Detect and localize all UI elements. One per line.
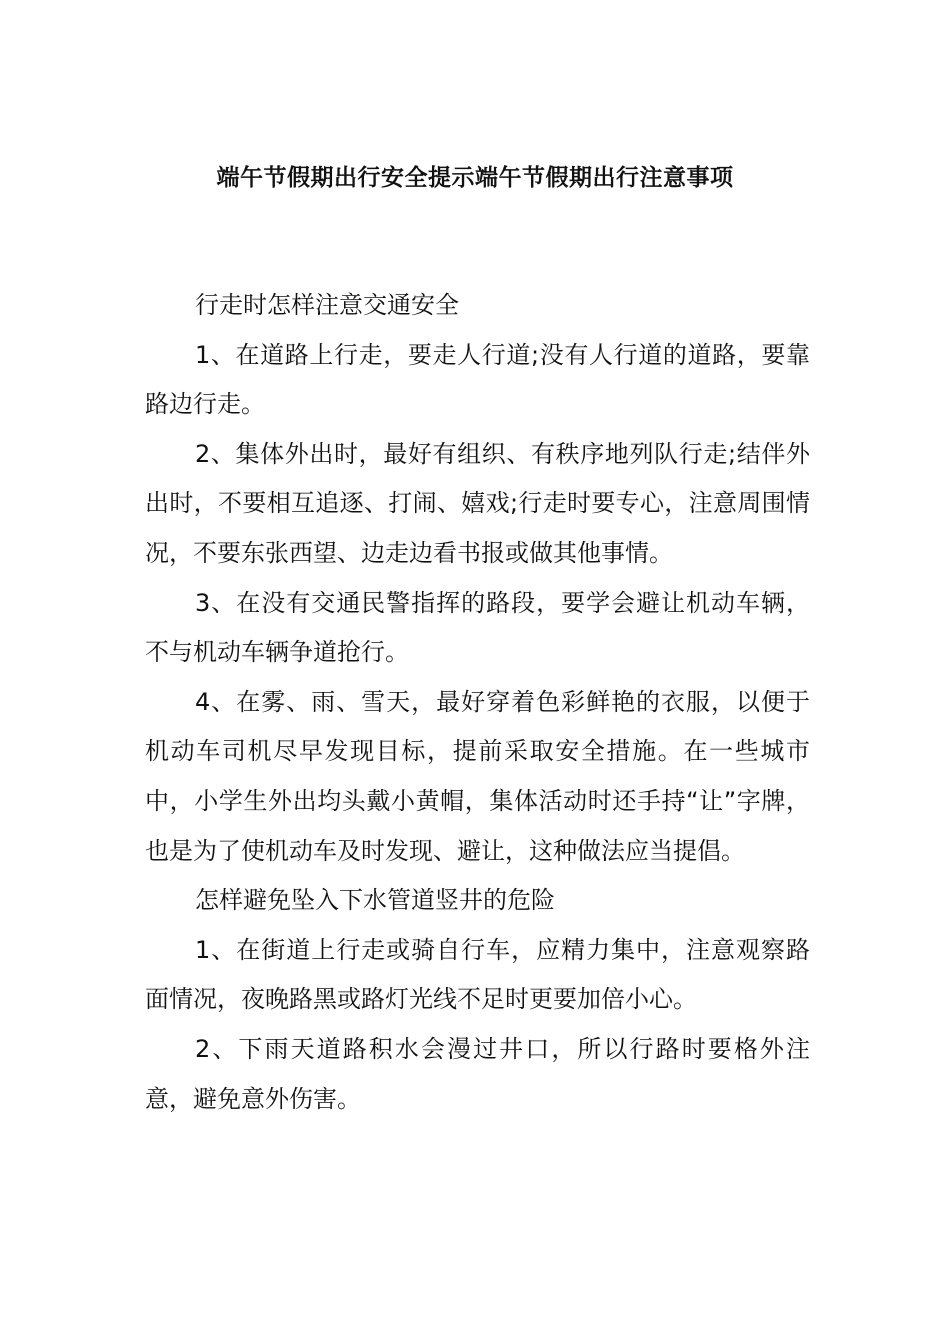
document-body xyxy=(145,281,810,1124)
document-title: 端午节假期出行安全提示端午节假期出行注意事项 xyxy=(216,165,734,191)
paragraph-walking-1: 1、在道路上行走，要走人行道;没有人行道的道路，要靠路边行走。 xyxy=(145,340,810,419)
paragraph-walking-3: 3、在没有交通民警指挥的路段，要学会避让机动车辆，不与机动车辆争道抢行。 xyxy=(145,588,810,667)
section-heading-walking-safety: 行走时怎样注意交通安全 xyxy=(195,291,459,319)
section-heading-manhole-safety: 怎样避免坠入下水管道竖井的危险 xyxy=(195,886,555,915)
paragraph-walking-4: 4、在雾、雨、雪天，最好穿着色彩鲜艳的衣服，以便于机动车司机尽早发现目标，提前采取安全措施。在一些城市中，小学生外出均头戴小黄帽，集体活动时还手持“让”字牌，也是为了使机动车及时发现、避让，这种做法应当提倡。 xyxy=(145,687,810,865)
paragraph-walking-2: 2、集体外出时，最好有组织、有秩序地列队行走;结伴外出时，不要相互追逐、打闹、嬉戏;行走时要专心，注意周围情况，不要东张西望、边走边看书报或做其他事情。 xyxy=(145,439,810,567)
paragraph-manhole-1: 1、在街道上行走或骑自行车，应精力集中，注意观察路面情况，夜晚路黑或路灯光线不足时更要加倍小心。 xyxy=(145,935,810,1014)
paragraph-manhole-2: 2、下雨天道路积水会漫过井口，所以行路时要格外注意，避免意外伤害。 xyxy=(145,1034,810,1113)
